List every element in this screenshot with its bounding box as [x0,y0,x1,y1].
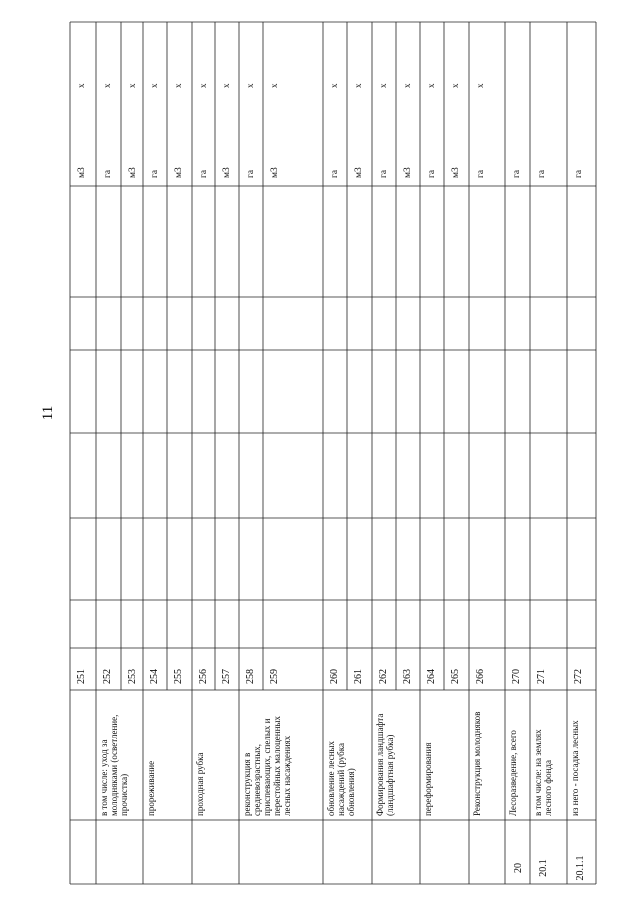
row-name-line: насаждений (рубка [336,743,346,816]
x-mark: x [475,83,485,88]
row-number: 261 [353,669,364,684]
row-number: 264 [426,669,437,684]
row-name-line: в том числе: уход за [99,739,109,816]
row-number: 262 [378,669,389,684]
row-name-line: Реконструкция молодняков [472,711,482,816]
row-name-line: обновление лесных [326,741,336,816]
row-name-line: прореживание [146,760,156,816]
unit-label: га [246,169,256,178]
x-mark: x [245,83,255,88]
row-number: 270 [511,669,522,684]
unit-label: га [150,169,160,178]
unit-label: га [199,169,209,178]
unit-label: м3 [403,167,413,178]
row-name-line: средневозрастных, [252,743,262,816]
x-mark: x [353,83,363,88]
row-number: 254 [149,669,160,684]
row-name-line: переформирования [423,742,433,816]
row-number: 259 [269,669,280,684]
row-number: 255 [173,669,184,684]
unit-label: га [537,169,547,178]
unit-label: м3 [354,167,364,178]
row-code: 20.1 [538,859,549,877]
x-mark: x [149,83,159,88]
row-name-line: (ландшафтная рубка) [385,734,395,816]
x-mark: x [221,83,231,88]
row-number: 251 [76,669,87,684]
unit-label: м3 [174,167,184,178]
x-mark: x [127,83,137,88]
unit-label: м3 [270,167,280,178]
page-number: 11 [40,405,56,421]
unit-label: га [330,169,340,178]
row-name-line: молодняками (осветление, [109,714,119,816]
row-number: 258 [245,669,256,684]
x-mark: x [378,83,388,88]
x-mark: x [198,83,208,88]
row-number: 252 [102,669,113,684]
x-mark: x [402,83,412,88]
row-name-line: реконструкция в [242,752,252,816]
row-number: 266 [475,669,486,684]
row-number: 256 [198,669,209,684]
row-number: 257 [221,669,232,684]
x-mark: x [76,83,86,88]
unit-label: м3 [128,167,138,178]
x-mark: x [329,83,339,88]
row-name-line: лесных насаждениях [282,735,292,816]
row-number: 272 [573,669,584,684]
row-code: 20 [513,863,524,873]
unit-label: м3 [222,167,232,178]
unit-label: га [574,169,584,178]
unit-label: га [103,169,113,178]
unit-label: га [476,169,486,178]
x-mark: x [269,83,279,88]
row-number: 265 [450,669,461,684]
x-mark: x [173,83,183,88]
row-number: 260 [329,669,340,684]
unit-label: м3 [77,167,87,178]
row-name-line: обновления) [346,768,356,816]
row-name-line: в том числе: на землях [533,729,543,816]
x-mark: x [450,83,460,88]
x-mark: x [426,83,436,88]
row-code: 20.1.1 [575,855,586,881]
row-name-line: лесного фонда [543,760,553,816]
row-number: 263 [402,669,413,684]
row-name-line: перестойных малоценных [272,716,282,816]
row-number: 253 [127,669,138,684]
unit-label: га [427,169,437,178]
row-number: 271 [536,669,547,684]
row-name-line: приспевающих, спелых и [262,718,272,816]
unit-label: м3 [451,167,461,178]
row-name-line: из него - посадка лесных [570,720,580,816]
row-name-line: прочистка) [119,773,129,816]
x-mark: x [102,83,112,88]
unit-label: га [512,169,522,178]
row-name-line: Формирования ландшафта [375,713,385,816]
row-name-line: Лесоразведение, всего [508,730,518,816]
unit-label: га [379,169,389,178]
row-name-line: проходная рубка [195,752,205,816]
